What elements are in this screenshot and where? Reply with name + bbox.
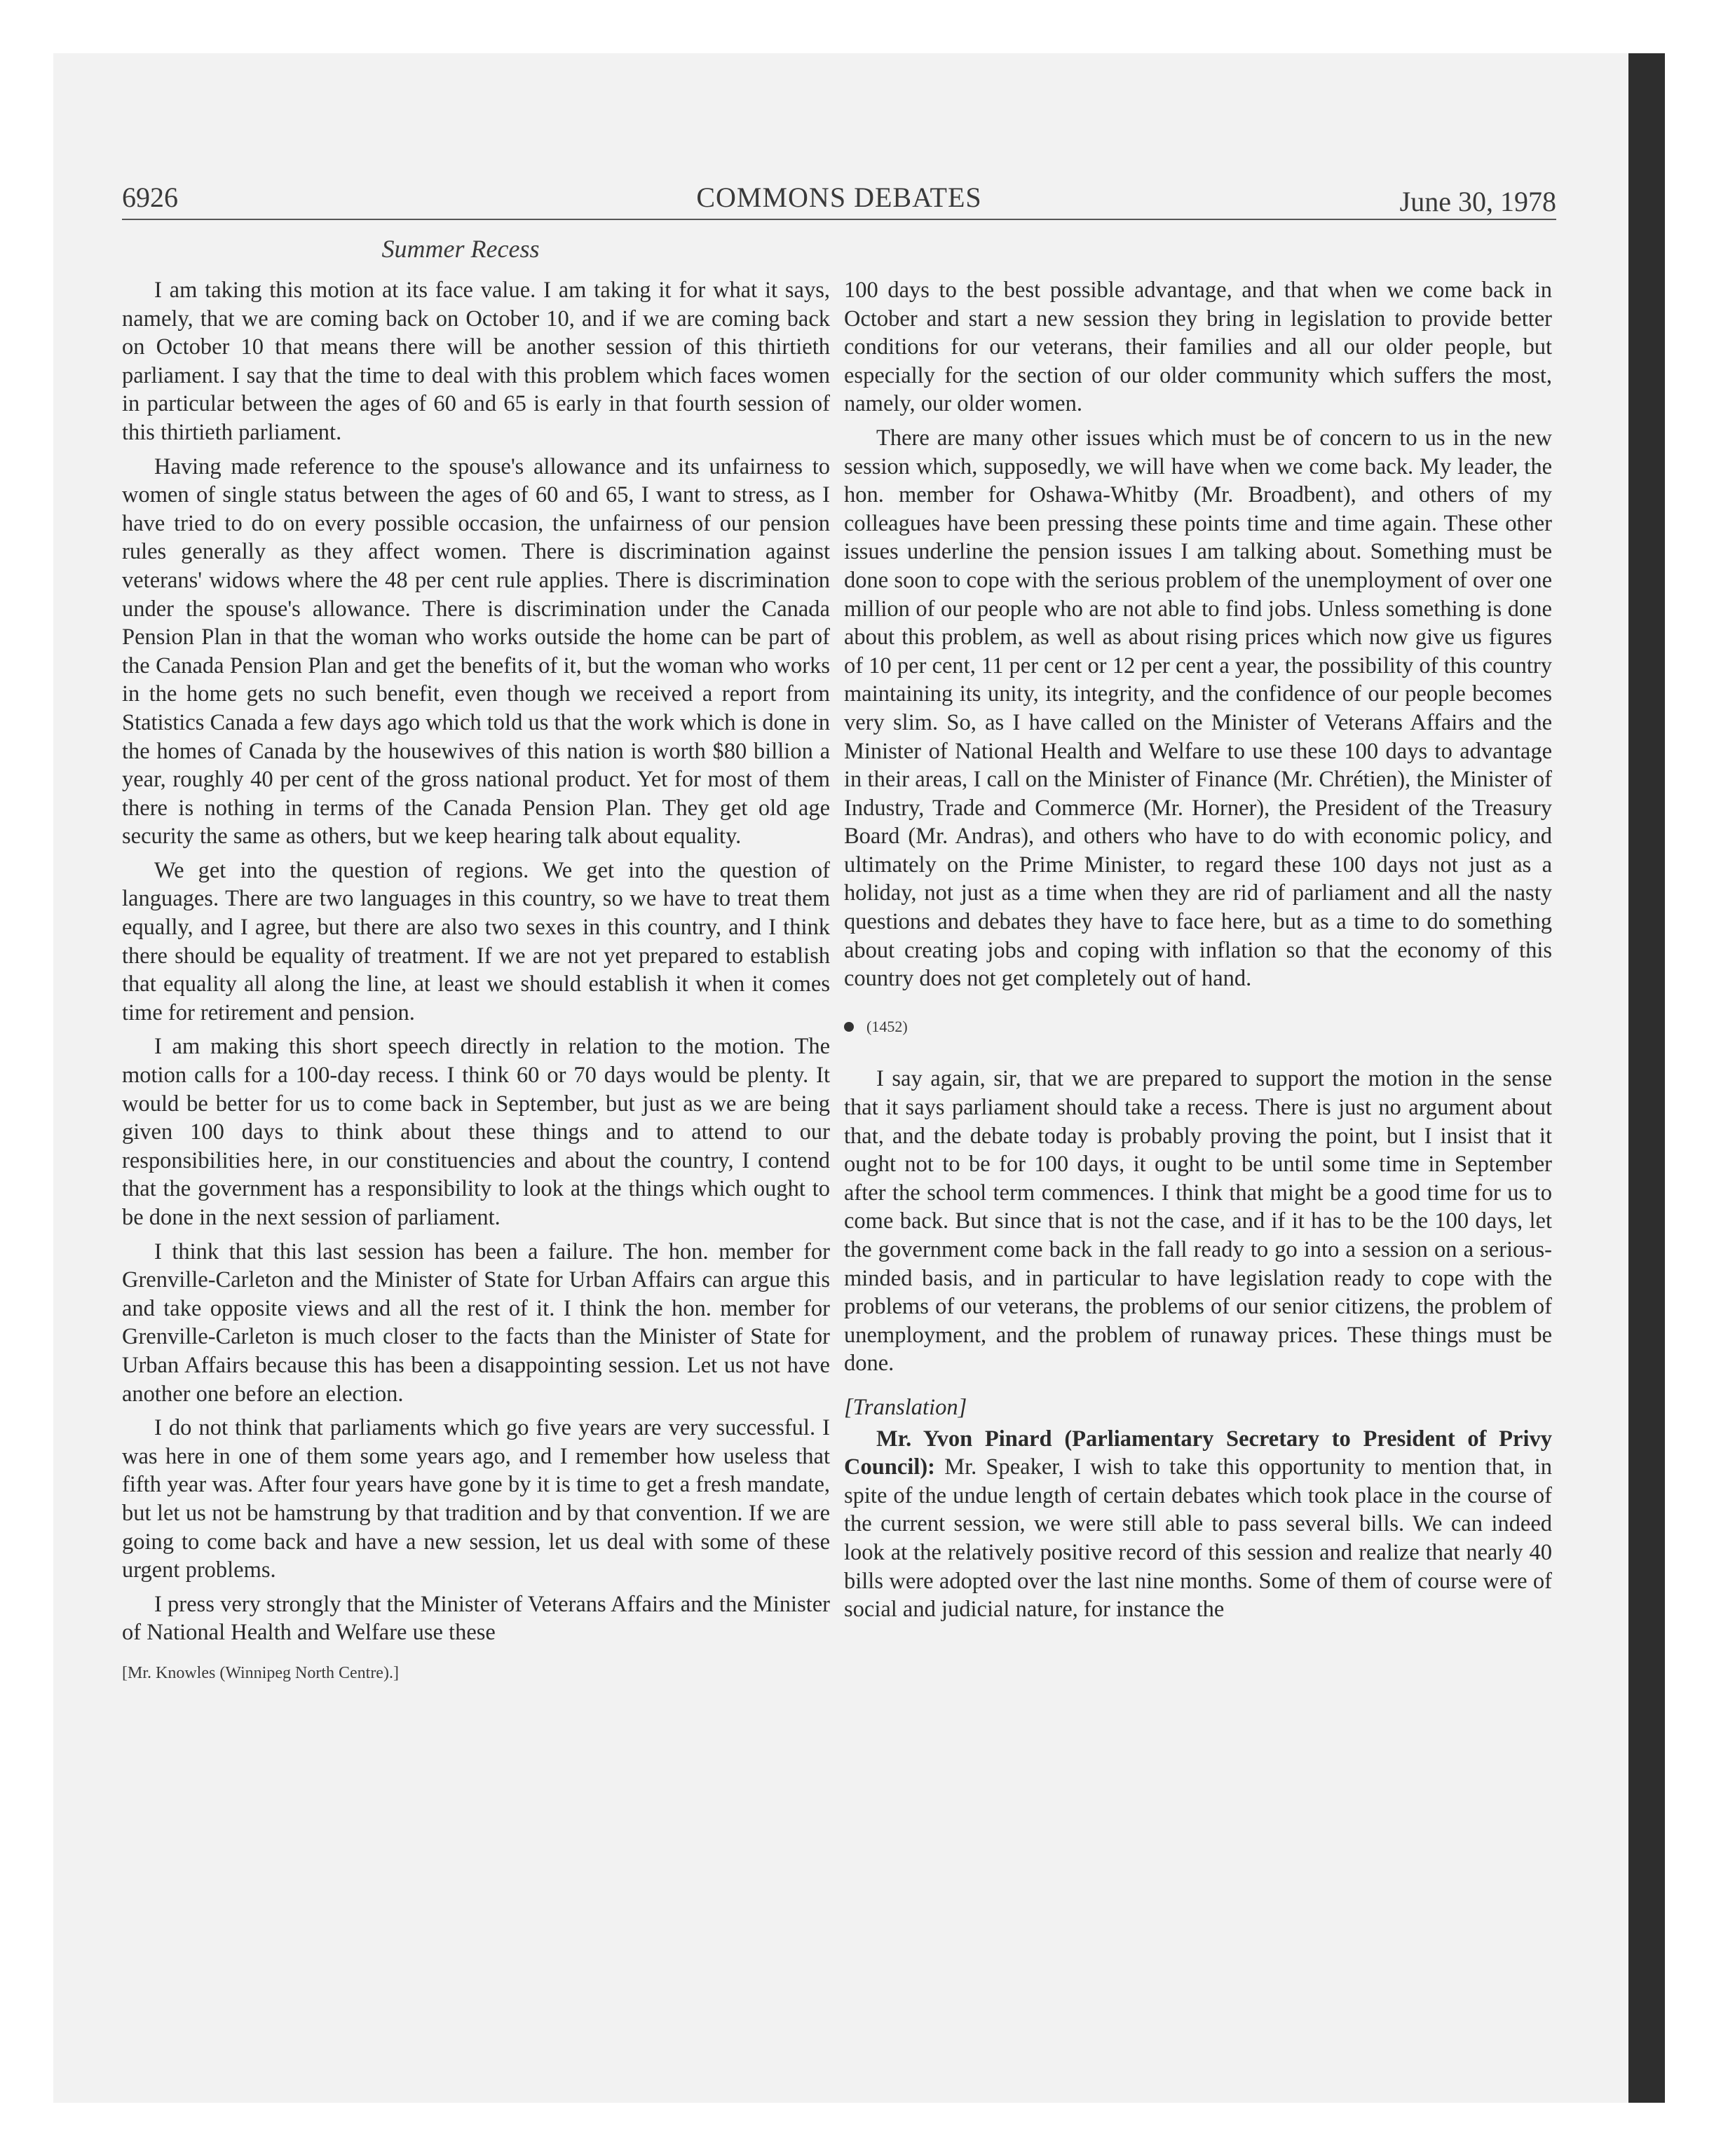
issue-date: June 30, 1978 <box>1399 186 1556 217</box>
paragraph: 100 days to the best possible advantage, and that when we come back in October and start a new session they bring in legislation to provide better conditions for our veterans, their families and all our older people, but especially for the section of our older community which suffers the most, namely, our older women. <box>844 278 1552 417</box>
time-marker-label: (1452) <box>866 1017 908 1035</box>
paragraph: I press very strongly that the Minister of Veterans Affairs and the Minister of National Health and Welfare use these <box>122 1591 830 1646</box>
speaker-text: Mr. Speaker, I wish to take this opportunity to mention that, in spite of the undue length of certain debates which took place in the course of the current session, we were still able to pass several bills. We can indeed look at the relatively positive record of this session and realize that nearly 40 bills were adopted over the last nine months. Some of them of course were of social and judicial nature, for instance the <box>844 1454 1552 1623</box>
scan-edge-bar <box>1628 53 1665 2103</box>
speaker-paragraph <box>844 1425 1552 1624</box>
page-number: 6926 <box>122 182 178 213</box>
paragraph: I am making this short speech directly in relation to the motion. The motion calls for a 100-day recess. I think 60 or 70 days would be plenty. It would be better for us to come back in September, but just as we are being given 100 days to think about these things and to attend to our responsibilities here, in our constituencies and about the country, I contend that the government has a responsibility to look at the things which ought to be done in the next session of parliament. <box>122 1034 830 1230</box>
bullet-icon <box>844 1022 854 1032</box>
translation-tag: [Translation] <box>844 1394 967 1420</box>
running-header <box>122 178 1556 220</box>
speaker-name: Mr. Yvon Pinard (Parliamentary Secretary to President of Privy Council): <box>844 1426 1552 1480</box>
paragraph: I say again, sir, that we are prepared to support the motion in the sense that it says parliament should take a recess. There is just no argument about that, and the debate today is probably proving the point, but I insist that it ought not to be for 100 days, it ought to be until some time in September after the school term commences. I think that might be a good time for us to come back. But since that is not the case, and if it has to be the 100 days, let the government come back in the fall ready to go into a session on a serious-minded basis, and in particular to have legislation ready to cope with the problems of our veterans, the problems of our senior citizens, the problem of unemployment, and the problem of runaway prices. These things must be done. <box>844 1066 1552 1377</box>
right-column <box>844 276 1552 1630</box>
left-column <box>122 276 830 1684</box>
paragraph: I am taking this motion at its face value. I am taking it for what it says, namely, that we are coming back on October 10, and if we are coming back on October 10 that means there will be another session of this thirtieth parliament. I say that the time to deal with this problem which faces women in particular between the ages of 60 and 65 is early in that fourth session of this thirtieth parliament. <box>122 278 830 445</box>
paragraph: Having made reference to the spouse's allowance and its unfairness to women of single status between the ages of 60 and 65, I want to stress, as I have tried to do on every possible occasion, the unfairness of our pension rules generally as they affect women. There is discrimination against veterans' widows where the 48 per cent rule applies. There is discrimination under the spouse's allowance. There is discrimination under the Canada Pension Plan in that the woman who works outside the home can be part of the Canada Pension Plan and get the benefits of it, but the woman who works in the home gets no such benefit, even though we received a report from Statistics Canada a few days ago which told us that the work which is done in the homes of Canada by the housewives of this nation is worth $80 billion a year, roughly 40 per cent of the gross national product. Yet for most of them there is nothing in terms of the Canada Pension Plan. They get old age security the same as others, but we keep hearing talk about equality. <box>122 453 831 850</box>
paragraph: I think that this last session has been a failure. The hon. member for Grenville-Carleton and the Minister of State for Urban Affairs can argue this and take opposite views and all the rest of it. I think the hon. member for Grenville-Carleton is much closer to the facts than the Minister of State for Urban Affairs because this has been a disappointing session. Let us not have another one before an election. <box>122 1239 830 1407</box>
time-marker <box>844 1013 1552 1042</box>
section-title: Summer Recess <box>381 235 540 263</box>
paragraph: We get into the question of regions. We get into the question of languages. There are two languages in this country, so we have to treat them equally, and I agree, but there are also two sexes in this country, and I think there should be equality of treatment. If we are not yet prepared to establish that equality all along the line, at least we should establish it when it comes time for retirement and pension. <box>122 857 830 1025</box>
speaker-footer-note: [Mr. Knowles (Winnipeg North Centre).] <box>122 1663 399 1682</box>
journal-title: COMMONS DEBATES <box>696 182 982 213</box>
paragraph: I do not think that parliaments which go five years are very successful. I was here in one of them some years ago, and I remember how useless that fifth year was. After four years have gone by it is time to get a fresh mandate, but let us not be hamstrung by that tradition and by that convention. If we are going to come back and have a new session, let us deal with some of these urgent problems. <box>122 1415 830 1583</box>
paragraph: There are many other issues which must be of concern to us in the new session which, supposedly, we will have when we come back. My leader, the hon. member for Oshawa-Whitby (Mr. Broadbent), and others of my colleagues have been pressing these points time and time again. These other issues underline the pension issues I am talking about. Something must be done soon to cope with the serious problem of the unemployment of over one million of our people who are not able to find jobs. Unless something is done about this problem, as well as about rising prices which now give us figures of 10 per cent, 11 per cent or 12 per cent a year, the possibility of this country maintaining its unity, its integrity, and the confidence of our people becomes very slim. So, as I have called on the Minister of Veterans Affairs and the Minister of National Health and Welfare to use these 100 days to advantage in their areas, I call on the Minister of Finance (Mr. Chrétien), the Minister of Industry, Trade and Commerce (Mr. Horner), the President of the Treasury Board (Mr. Andras), and others who have to do with economic policy, and ultimately on the Prime Minister, to regard these 100 days not just as a holiday, not just as a time when they are rid of parliament and all the nasty questions and debates they have to face here, but as a time to do something about creating jobs and coping with inflation so that the economy of this country does not get completely out of hand. <box>844 425 1552 992</box>
